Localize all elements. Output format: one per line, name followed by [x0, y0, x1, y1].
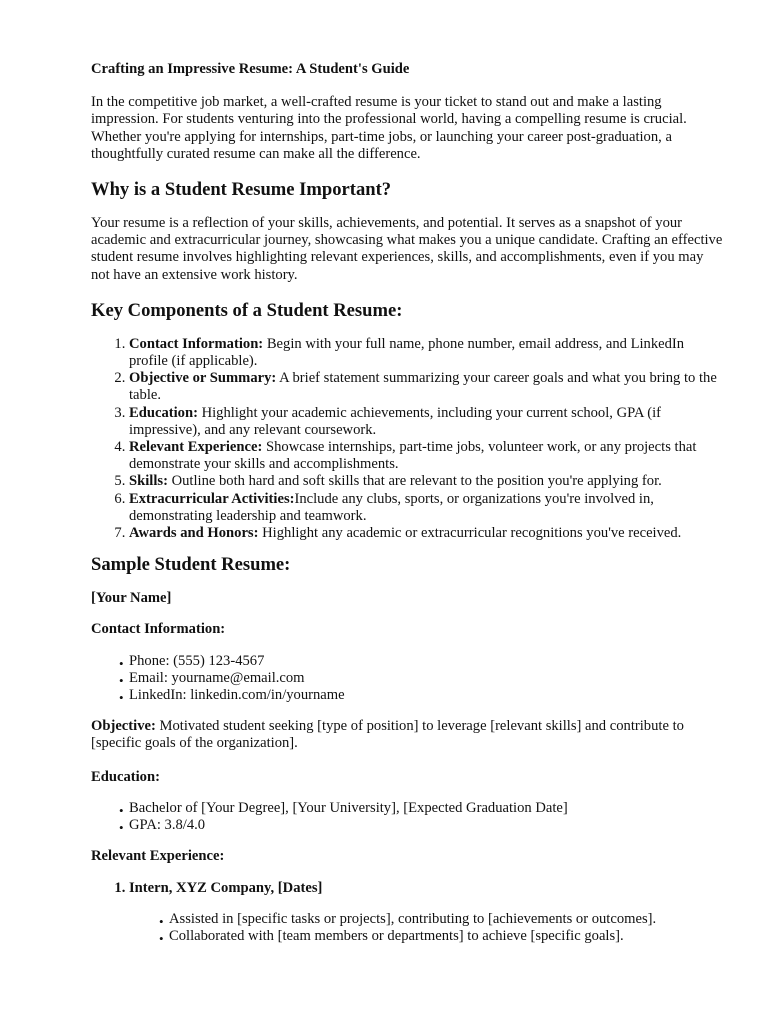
component-item-extracurricular [129, 491, 723, 525]
experience-list [91, 880, 723, 897]
experience-bullets [91, 911, 723, 945]
document-title: Crafting an Impressive Resume: A Student's Guide [91, 61, 410, 77]
component-item-experience [129, 439, 723, 473]
component-label: Extracurricular Activities: [129, 490, 295, 507]
component-item-education [129, 405, 723, 439]
component-text: Highlight any academic or extracurricular recognitions you've received. [258, 525, 682, 542]
component-label: Objective or Summary: [129, 370, 277, 387]
intro-paragraph: In the competitive job market, a well-crafted resume is your ticket to stand out and make a lasting impression. For students venturing into the professional world, having a compelling resume is crucial. Whether you're applying for internships, part-time jobs, or launching your career post-graduation, a thoughtfully curated resume can make all the difference. [91, 94, 687, 162]
document-content [91, 61, 723, 945]
component-text: Begin with your full name, phone number, email address, and LinkedIn profile (if applicable). [129, 335, 685, 370]
objective-label: Objective: [91, 718, 156, 735]
experience-bullet: • Assisted in [specific tasks or projects], contributing to [achievements or outcomes]. [169, 911, 723, 928]
contact-heading: Contact Information: [91, 621, 226, 638]
education-list [91, 800, 723, 834]
sample-name-placeholder: [Your Name] [91, 590, 172, 607]
component-item-awards [129, 525, 723, 542]
contact-email: • Email: yourname@email.com [129, 670, 723, 687]
component-text: Outline both hard and soft skills that are relevant to the position you're applying for. [167, 473, 662, 490]
objective-text: Motivated student seeking [type of position] to leverage [relevant skills] and contribute to [specific goals of the organization]. [91, 718, 684, 752]
why-heading: Why is a Student Resume Important? [91, 179, 392, 201]
contact-list [91, 653, 723, 705]
education-gpa: • GPA: 3.8/4.0 [129, 817, 723, 834]
components-list [91, 336, 723, 542]
component-item-contact [129, 336, 723, 370]
experience-title: Intern, XYZ Company, [Dates] [129, 879, 323, 896]
component-text: Include any clubs, sports, or organizations you're involved in, demonstrating leadership and teamwork. [129, 490, 654, 524]
contact-linkedin: • LinkedIn: linkedin.com/in/yourname [129, 687, 723, 704]
component-item-objective [129, 370, 723, 404]
components-heading: Key Components of a Student Resume: [91, 299, 403, 321]
component-label: Skills: [129, 473, 168, 490]
education-degree: • Bachelor of [Your Degree], [Your University], [Expected Graduation Date] [129, 800, 723, 817]
component-text: A brief statement summarizing your career goals and what you bring to the table. [129, 370, 717, 404]
component-label: Contact Information: [129, 335, 264, 352]
sample-heading: Sample Student Resume: [91, 554, 291, 576]
experience-item [129, 880, 723, 897]
why-paragraph: Your resume is a reflection of your skills, achievements, and potential. It serves as a snapshot of your academic and extracurricular journey, showcasing what makes you a unique candidate. Crafting an effective student resume involves highlighting relevant experiences, skills, and accomplishments, even if you may not have an extensive work history. [91, 215, 723, 283]
objective-paragraph [91, 718, 723, 752]
component-label: Education: [129, 404, 198, 421]
component-text: Highlight your academic achievements, including your current school, GPA (if impressive), and any relevant coursework. [129, 404, 662, 438]
component-text: Showcase internships, part-time jobs, volunteer work, or any projects that demonstrate your skills and accomplishments. [129, 439, 697, 473]
component-item-skills [129, 473, 723, 490]
component-label: Awards and Honors: [129, 525, 259, 542]
education-heading: Education: [91, 768, 160, 785]
contact-phone: • Phone: (555) 123-4567 [129, 653, 723, 670]
experience-bullet: • Collaborated with [team members or departments] to achieve [specific goals]. [169, 928, 723, 945]
component-label: Relevant Experience: [129, 439, 263, 456]
experience-heading: Relevant Experience: [91, 848, 225, 865]
